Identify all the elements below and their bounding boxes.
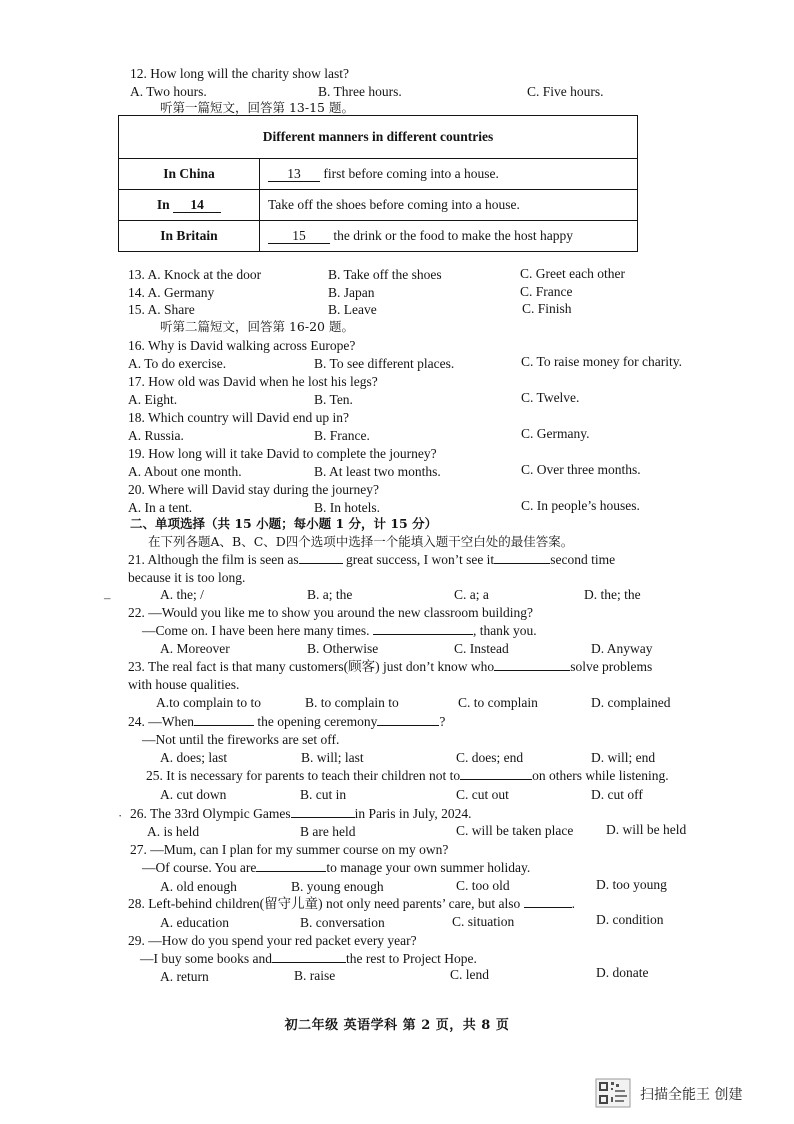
q27-blank	[256, 871, 326, 872]
scan-mark-dash: ‒	[104, 590, 111, 605]
q28-option-a: A. education	[160, 915, 229, 930]
q24-text-1: 24. —When	[128, 714, 194, 729]
row-britain-label: In Britain	[119, 221, 260, 252]
q26-text-1: 26. The 33rd Olympic Games	[130, 806, 291, 821]
q29-option-b: B. raise	[294, 968, 336, 983]
q23-stem-line1	[128, 659, 652, 675]
q20-option-b: B. In hotels.	[314, 500, 380, 515]
q23-option-b: B. to complain to	[305, 695, 399, 710]
blank-15: 15	[268, 229, 330, 244]
q17-stem: 17. How old was David when he lost his legs?	[128, 374, 378, 389]
q16-option-c: C. To raise money for charity.	[521, 354, 683, 369]
q21-option-a: A. the; /	[160, 587, 204, 602]
q27-option-b: B. young enough	[291, 879, 384, 894]
scanner-watermark: 扫描全能王 创建	[640, 1087, 743, 1103]
q19-option-b: B. At least two months.	[314, 464, 441, 479]
q26-option-a: A. is held	[147, 824, 200, 839]
q28-blank	[524, 907, 572, 908]
q22-stem-line1: 22. —Would you like me to show you around the new classroom building?	[128, 605, 533, 620]
section1-instruction: 听第一篇短文，回答第 13-15 题。	[160, 100, 354, 115]
q19-option-a: A. About one month.	[128, 464, 242, 479]
q28-text-2: .	[571, 896, 576, 911]
q14-option-b: B. Japan	[328, 285, 375, 300]
q23-text-1: 23. The real fact is that many customers(顾客) just don’t know who	[128, 659, 495, 674]
q16-stem: 16. Why is David walking across Europe?	[128, 338, 356, 353]
q17-option-a: A. Eight.	[128, 392, 178, 407]
q24-stem-line1	[128, 714, 445, 730]
q28-text-1: 28. Left-behind children(留守儿童) not only need parents’ care, but also	[128, 896, 521, 911]
q21-text-2: great success, I won’t see it	[345, 552, 495, 567]
q20-option-c: C. In people’s houses.	[521, 498, 640, 513]
q24-blank-2	[377, 725, 439, 726]
q19-stem: 19. How long will it take David to complete the journey?	[128, 446, 437, 461]
q23-text-2: solve problems	[570, 659, 653, 674]
blank-14: 14	[173, 198, 221, 213]
q22-text-1: —Come on. I have been here many times.	[142, 623, 370, 638]
q24-text-3: ?	[439, 714, 446, 729]
q26-option-d: D. will be held	[606, 822, 687, 837]
manners-table	[118, 115, 638, 252]
q21-blank-1	[299, 563, 343, 564]
q15-option-a: 15. A. Share	[128, 302, 195, 317]
q27-option-d: D. too young	[596, 877, 667, 892]
q24-option-a: A. does; last	[160, 750, 228, 765]
q26-option-b: B are held	[300, 824, 356, 839]
section2-instruction: 听第二篇短文，回答第 16-20 题。	[160, 319, 354, 334]
q18-stem: 18. Which country will David end up in?	[128, 410, 349, 425]
q27-option-c: C. too old	[456, 878, 510, 893]
q27-text-1: —Of course. You are	[142, 860, 257, 875]
q17-option-c: C. Twelve.	[521, 390, 580, 405]
q24-blank-1	[194, 725, 254, 726]
q26-blank	[291, 817, 355, 818]
q25-blank	[460, 779, 532, 780]
q13-option-b: B. Take off the shoes	[328, 267, 442, 282]
q17-option-b: B. Ten.	[314, 392, 353, 407]
q22-option-a: A. Moreover	[160, 641, 230, 656]
q16-option-b: B. To see different places.	[314, 356, 455, 371]
q21-option-c: C. a; a	[454, 587, 489, 602]
q23-option-a: A.to complain to to	[156, 695, 261, 710]
q25-stem	[146, 768, 669, 784]
q25-option-c: C. cut out	[456, 787, 509, 802]
q12-option-c: C. Five hours.	[527, 84, 604, 99]
q27-text-2: to manage your own summer holiday.	[326, 860, 531, 875]
q24-option-d: D. will; end	[591, 750, 656, 765]
table-title: Different manners in different countries	[119, 116, 638, 159]
q22-stem-line2	[142, 623, 537, 639]
q24-stem-line2: —Not until the fireworks are set off.	[142, 732, 340, 747]
q22-option-b: B. Otherwise	[307, 641, 379, 656]
q24-option-b: B. will; last	[301, 750, 364, 765]
part2-title: 二、单项选择（共 15 小题；每小题 1 分，计 15 分）	[130, 516, 438, 531]
q24-option-c: C. does; end	[456, 750, 524, 765]
q21-option-d: D. the; the	[584, 587, 641, 602]
q22-option-d: D. Anyway	[591, 641, 653, 656]
q24-text-2: the opening ceremony	[257, 714, 378, 729]
q25-option-a: A. cut down	[160, 787, 227, 802]
q15-option-c: C. Finish	[522, 301, 572, 316]
q23-option-d: D. complained	[591, 695, 671, 710]
q26-option-c: C. will be taken place	[456, 823, 574, 838]
q27-stem-line1: 27. —Mum, can I plan for my summer course on my own?	[130, 842, 449, 857]
q29-blank	[272, 962, 346, 963]
q29-option-c: C. lend	[450, 967, 489, 982]
q25-text-2: on others while listening.	[532, 768, 669, 783]
q25-option-d: D. cut off	[591, 787, 643, 802]
q22-blank	[373, 634, 473, 635]
q26-stem	[130, 806, 472, 822]
q28-stem	[128, 896, 575, 912]
q21-stem-line2: because it is too long.	[128, 570, 246, 585]
q13-option-a: 13. A. Knock at the door	[128, 267, 262, 282]
page-footer: 初二年级 英语学科 第 2 页，共 8 页	[284, 1018, 510, 1033]
q29-text-2: the rest to Project Hope.	[346, 951, 477, 966]
q22-option-c: C. Instead	[454, 641, 509, 656]
q28-option-b: B. conversation	[300, 915, 385, 930]
row-china-desc: first before coming into a house.	[323, 166, 499, 181]
q21-stem-line1	[128, 552, 615, 568]
q21-text-3: second time	[550, 552, 616, 567]
q14-option-a: 14. A. Germany	[128, 285, 215, 300]
q29-stem-line2	[140, 951, 477, 967]
q18-option-c: C. Germany.	[521, 426, 590, 441]
q26-text-2: in Paris in July, 2024.	[354, 806, 472, 821]
q29-option-a: A. return	[160, 969, 209, 984]
q29-stem-line1: 29. —How do you spend your red packet every year?	[128, 933, 417, 948]
part2-instruction: 在下列各题A、B、C、D四个选项中选择一个能填入题干空白处的最佳答案。	[148, 534, 574, 549]
q27-stem-line2	[142, 860, 530, 876]
blank-13: 13	[268, 167, 320, 182]
q27-option-a: A. old enough	[160, 879, 237, 894]
q18-option-b: B. France.	[314, 428, 370, 443]
row-china-text	[260, 159, 638, 190]
q21-blank-2	[494, 563, 550, 564]
q28-option-c: C. situation	[452, 914, 515, 929]
scan-mark-dot: ·	[118, 808, 123, 823]
q22-text-2: , thank you.	[472, 623, 537, 638]
q16-option-a: A. To do exercise.	[128, 356, 227, 371]
q25-text-1: 25. It is necessary for parents to teach their children not to	[146, 768, 461, 783]
q12-option-a: A. Two hours.	[130, 84, 207, 99]
q20-stem: 20. Where will David stay during the journey?	[128, 482, 379, 497]
q25-option-b: B. cut in	[300, 787, 347, 802]
row-14-desc: Take off the shoes before coming into a house.	[260, 190, 638, 221]
q13-option-c: C. Greet each other	[520, 266, 625, 281]
q19-option-c: C. Over three months.	[521, 462, 641, 477]
row-14-prefix: In	[156, 197, 170, 212]
q21-option-b: B. a; the	[307, 587, 353, 602]
q12-stem: 12. How long will the charity show last?	[130, 66, 349, 81]
q23-blank	[494, 670, 570, 671]
q29-option-d: D. donate	[596, 965, 649, 980]
q14-option-c: C. France	[520, 284, 573, 299]
q28-option-d: D. condition	[596, 912, 664, 927]
q15-option-b: B. Leave	[328, 302, 377, 317]
q23-option-c: C. to complain	[458, 695, 538, 710]
row-china-label: In China	[119, 159, 260, 190]
q12-option-b: B. Three hours.	[318, 84, 402, 99]
scanner-logo-icon	[595, 1078, 631, 1108]
q20-option-a: A. In a tent.	[128, 500, 193, 515]
q23-stem-line2: with house qualities.	[128, 677, 240, 692]
q18-option-a: A. Russia.	[128, 428, 184, 443]
row-14-label	[119, 190, 260, 221]
q29-text-1: —I buy some books and	[140, 951, 272, 966]
row-britain-text	[260, 221, 638, 252]
q21-text-1: 21. Although the film is seen as	[128, 552, 299, 567]
row-britain-desc: the drink or the food to make the host happy	[333, 228, 573, 243]
